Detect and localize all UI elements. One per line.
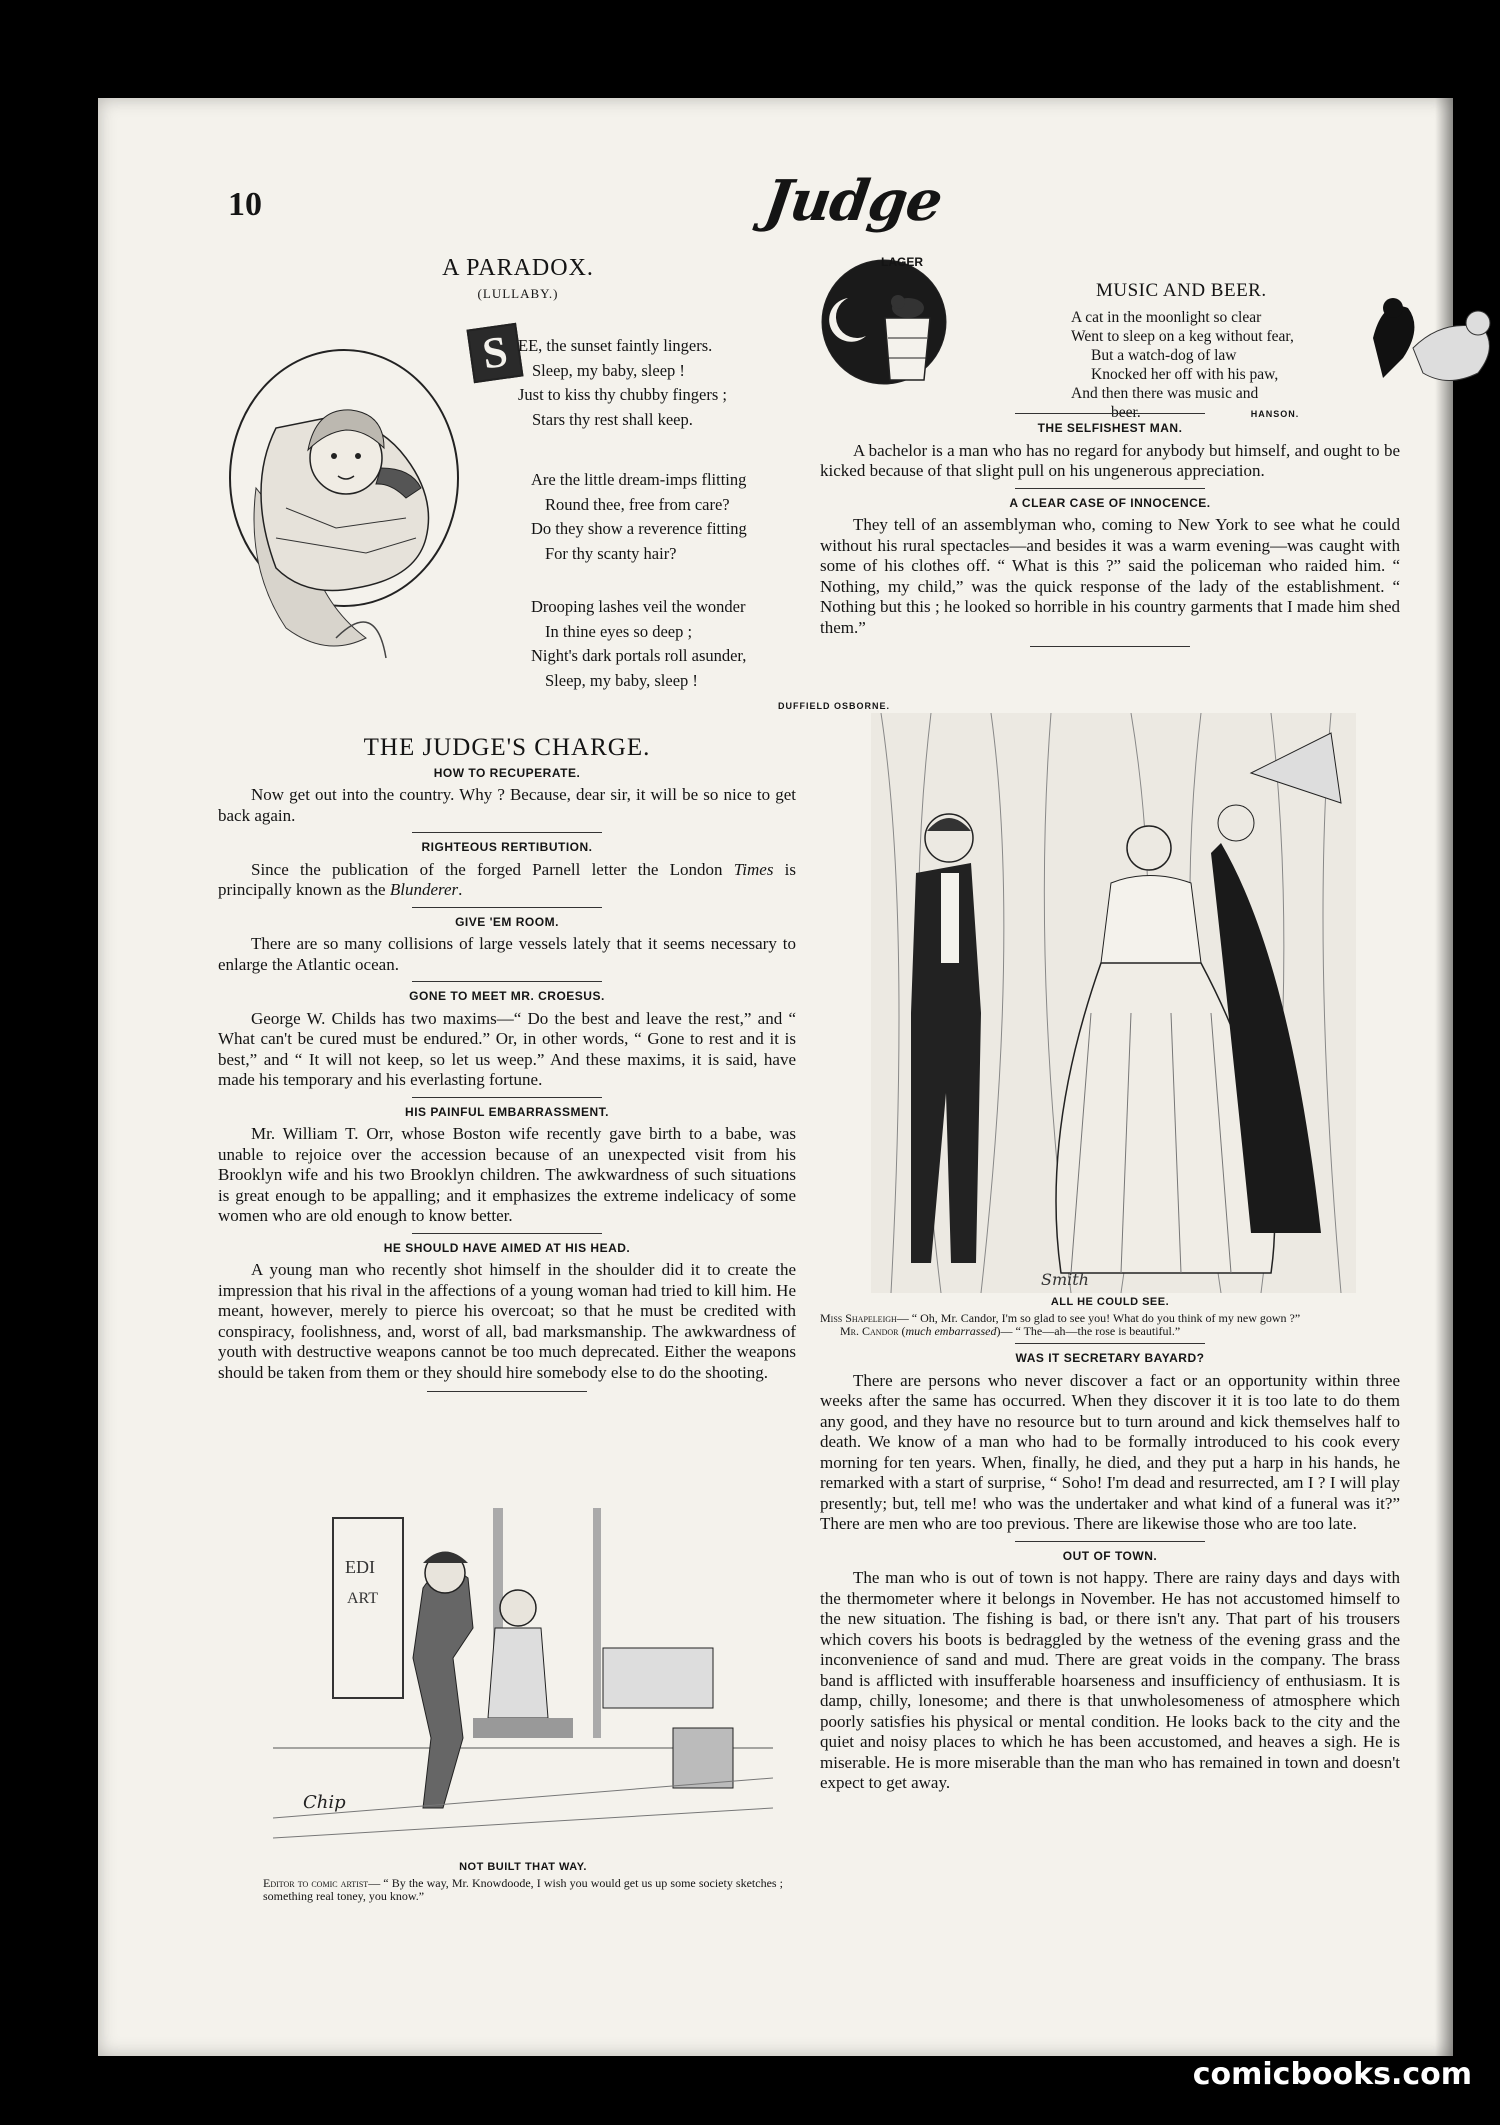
article-heading: HIS PAINFUL EMBARRASSMENT. [405, 1104, 609, 1119]
poem-line: Do they show a reverence fitting [531, 519, 747, 538]
poem-line: And then there was music and [1071, 385, 1259, 402]
svg-text:ART: ART [347, 1590, 379, 1607]
poem-line: Knocked her off with his paw, [1091, 366, 1279, 383]
divider [412, 832, 602, 833]
divider [1015, 488, 1205, 489]
paradox-title: A PARADOX. [442, 255, 594, 281]
right-column-text [820, 413, 1400, 653]
body-text: is principally known as the [218, 859, 796, 899]
poem-line: Are the little dream-imps flitting [531, 470, 747, 489]
left-cartoon-caption [263, 1861, 783, 1903]
poem-line: Sleep, my baby, sleep ! [532, 360, 685, 380]
drop-cap-box [466, 323, 523, 383]
judges-charge-section [218, 734, 796, 1398]
poem-line: For thy scanty hair? [545, 543, 677, 563]
music-beer-poem [1071, 308, 1341, 424]
poem-line: EE, the sunset faintly lingers. [518, 336, 713, 355]
cartoon-signature: Chip [303, 1792, 346, 1813]
judges-charge-title: THE JUDGE'S CHARGE. [363, 734, 651, 761]
ballroom-cartoon-illustration [871, 713, 1356, 1293]
paradox-stanza-3 [531, 595, 821, 693]
poem-line: Stars thy rest shall keep. [532, 409, 693, 429]
body-text: . [458, 880, 463, 899]
paradox-subtitle: (LULLABY.) [477, 286, 559, 301]
article-body: Mr. William T. Orr, whose Boston wife recently gave birth to a babe, was unable to rejoice over the accession because of an unexpected visit from his Brooklyn wife and his two Brooklyn children. The awkwardness of such situations is great enough to be appalling; and it emphasizes the extreme indelicacy of some women who are old enough to know better. [218, 1124, 796, 1225]
speaker: Miss Shapeleigh [820, 1311, 897, 1325]
drop-cap: S [479, 326, 511, 379]
article-body: There are persons who never discover a fact or an opportunity within three weeks after the same has occurred. When they discover it it is too late to do them any good, and they have no resource but to turn around and kick themselves half to death. We know of a man who had to be formally introduced to his cook every morning for ten years. When, finally, he died, and they put a harp in his hands, he remarked with a start of surprise, “ Soho! I'm dead and resurrected, am I ? I will play presently; but, tell me! who was the undertaker and what kind of a funeral was it?” There are men who are too previous. There are likewise those who are too late. [820, 1370, 1400, 1533]
speaker: Mr. Candor [840, 1324, 899, 1338]
article-body: Now get out into the country. Why ? Because, dear sir, it will be so nice to get back again. [218, 785, 796, 825]
paradox-stanza-2 [531, 468, 821, 566]
body-text: Since the publication of the forged Parnell letter the London [251, 859, 734, 879]
divider [412, 907, 602, 908]
baby-illustration [216, 338, 472, 668]
right-cartoon-title: ALL HE COULD SEE. [1050, 1296, 1170, 1308]
article-heading: GONE TO MEET MR. CROESUS. [409, 989, 605, 1003]
divider [1030, 646, 1190, 647]
paradox-section [218, 255, 818, 302]
poem-line: Night's dark portals roll asunder, [531, 646, 747, 665]
article-heading: HE SHOULD HAVE AIMED AT HIS HEAD. [383, 1240, 631, 1255]
office-cartoon-illustration [273, 1478, 773, 1853]
article-body [218, 860, 796, 901]
poem-line: Sleep, my baby, sleep ! [545, 670, 698, 690]
article-heading: THE SELFISHEST MAN. [1037, 421, 1183, 435]
paradox-stanza-1 [518, 334, 818, 432]
left-cartoon-title: NOT BUILT THAT WAY. [459, 1861, 587, 1873]
divider [412, 1233, 602, 1234]
dialogue: “ By the way, Mr. Knowdoode, I wish you would get us up some society sketches ; something real toney, you know.” [263, 1876, 784, 1903]
article-body: A young man who recently shot himself in the shoulder did it to create the impression that his rival in the affections of a young woman had tried to kill him. He meant, however, merely to pierce his overcoat; so that he must be credited with conspiracy, foolishness, and, worst of all, bad marksmanship. The awkwardness of youth with destructive weapons cannot be too much deprecated. Either the weapons should be taken from them or they should hire somebody else to do the shooting. [218, 1260, 796, 1382]
watermark: comicbooks.com [1192, 2057, 1472, 2092]
poem-line: In thine eyes so deep ; [545, 621, 693, 641]
article-heading: A CLEAR CASE OF INNOCENCE. [1009, 495, 1211, 510]
poem-line: Went to sleep on a keg without fear, [1071, 328, 1294, 345]
keg-label: LAGER [881, 255, 923, 269]
magazine-page [98, 98, 1453, 2056]
poem-line: A cat in the moonlight so clear [1071, 309, 1262, 326]
dialogue: “ Oh, Mr. Candor, I'm so glad to see you! What do you think of my new gown ?” [911, 1311, 1301, 1325]
right-column-bottom-text [820, 1343, 1400, 1794]
divider [1015, 413, 1205, 414]
italic-text: Blunderer [389, 880, 459, 899]
article-heading: GIVE 'EM ROOM. [455, 914, 559, 929]
speaker: Editor to comic artist [263, 1876, 369, 1890]
dialogue: “ The—ah—the rose is beautiful.” [1015, 1324, 1181, 1338]
article-body: George W. Childs has two maxims—“ Do the best and leave the rest,” and “ What can't be cured must be endured.” Or, in other words, “ Gone to rest and it is best,” and “ It will not keep, so let us weep.” And these maxims, it is said, have made his temporary and his everlasting fortune. [218, 1008, 796, 1089]
paradox-author: DUFFIELD OSBORNE. [777, 701, 890, 711]
article-heading: HOW TO RECUPERATE. [433, 765, 581, 780]
cartoon-signature: Smith [1041, 1270, 1089, 1289]
divider [1015, 1541, 1205, 1542]
poem-word: beer. [1111, 404, 1141, 421]
aside: much embarrassed [905, 1324, 997, 1338]
article-body: There are so many collisions of large vessels lately that it seems necessary to enlarge the Atlantic ocean. [218, 934, 796, 974]
moon-keg-illustration [820, 258, 948, 386]
poem-line: Just to kiss thy chubby fingers ; [518, 385, 727, 404]
page-number: 10 [228, 186, 262, 223]
music-beer-title: MUSIC AND BEER. [1096, 280, 1267, 301]
article-heading: WAS IT SECRETARY BAYARD? [1015, 1351, 1205, 1365]
article-body: They tell of an assemblyman who, coming to New York to see what he could without his rural spectacles—and besides it was a warm evening—was caught with some of his clothes off. “ What is this ?” said the policeman who raided him. “ Nothing, my child,” was the quick response of the lady of the establishment. “ Nothing but this ; he looked so horrible in his country garments that I made him shed them.” [820, 515, 1400, 637]
divider [427, 1391, 587, 1392]
divider [1015, 1343, 1205, 1344]
italic-text: Times [733, 859, 774, 879]
masthead-logo: Judge [760, 168, 946, 234]
divider [412, 981, 602, 982]
article-heading: RIGHTEOUS RERTIBUTION. [421, 840, 593, 854]
poem-line: Round thee, free from care? [545, 494, 730, 514]
music-beer-author: HANSON. [1250, 409, 1300, 419]
cat-dog-illustration [1353, 278, 1500, 398]
right-cartoon-caption [820, 1296, 1400, 1338]
article-body: A bachelor is a man who has no regard for anybody but himself, and ought to be kicked because of that slight pull on his ungenerous appreciation. [820, 440, 1400, 480]
divider [412, 1097, 602, 1098]
article-body: The man who is out of town is not happy. There are rainy days and days with the thermometer where it belongs in November. He has not accustomed himself to the new situation. The fishing is bad, or there isn't any. That part of his trousers which covers his boots is bedraggled by the wetness of the evening grass and the inconvenience of sand and mud. There are great voids in the company. The brass band is afflicted with insufferable hoarseness and insufficiency of enthusiasm. It is damp, chilly, lonesome; and there is that unwholesomeness of atmosphere which poorly satisfies his physical or mental condition. He looks back to the city and the quiet and noisy places to which he has been accustomed, and heaves a sigh. He is miserable. He is more miserable than the man who has remained in town and doesn't expect to get away. [820, 1568, 1400, 1792]
svg-text:EDI: EDI [345, 1557, 375, 1577]
poem-line: Drooping lashes veil the wonder [531, 597, 746, 616]
right-cartoon-line-1: Miss Shapeleigh— “ Oh, Mr. Candor, I'm so glad to see you! What do you think of my new gown ?” [820, 1311, 1301, 1325]
left-cartoon-text: Editor to comic artist— “ By the way, Mr. Knowdoode, I wish you would get us up some society sketches ; something real toney, you know.” [263, 1876, 784, 1903]
right-cartoon-line-2: Mr. Candor (much embarrassed)— “ The—ah—the rose is beautiful.” [840, 1324, 1181, 1338]
poem-line: But a watch-dog of law [1091, 347, 1237, 364]
article-heading: OUT OF TOWN. [1062, 1548, 1158, 1563]
